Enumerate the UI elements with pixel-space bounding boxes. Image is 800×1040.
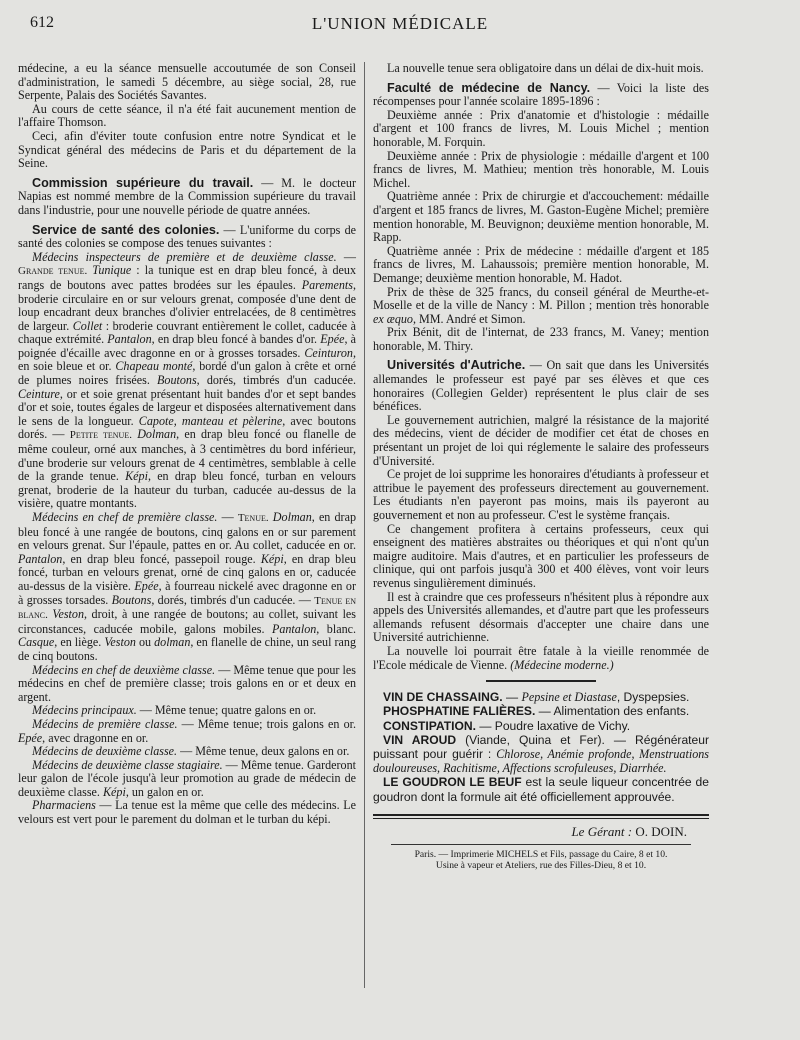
paragraph-deuxieme-classe: Médecins de deuxième classe. — Même tenue, deux galons en or. (32, 744, 350, 759)
paragraph-stagiaire: Médecins de deuxième classe stagiaire. — Même tenue. Garderont leur galon de l'école jusqu'à leur promotion au grade de médecin de deuxième classe. Képi, un galon en or. (18, 757, 356, 799)
paragraph-premiere-classe: Médecins de première classe. — Même tenue; trois galons en or. Epée, avec dragonne en or. (18, 716, 356, 745)
paragraph: Le gouvernement autrichien, malgré la résistance de la majorité des médecins, vient de décider de modifier cet état de choses en présentant un projet de loi qui réglemente le salaire des professeurs d'Université. (373, 412, 709, 468)
section-title: Commission supérieure du travail. (32, 175, 254, 190)
ad-vin-aroud: VIN AROUD (Viande, Quina et Fer). — Régénérateur puissant pour guérir : Chlorose, Anémie profonde, Menstruations douloureuses, Rachitisme, Affections scrofuleuses, Diarrhée. (373, 732, 710, 776)
section-title: Faculté de médecine de Nancy. (387, 80, 591, 95)
paragraph: Quatrième année : Prix de chirurgie et d'accouchement: médaille d'argent et 185 francs de livres, M. Gaston-Eugène Michel; première mention honorable, M. Beuvignon; deuxième mention honorable, M. Rapp. (373, 189, 709, 245)
paragraph-chef-deuxieme: Médecins en chef de deuxième classe. — Même tenue que pour les médecins en chef de première classe; trois galons en or et deux en argent. (18, 662, 356, 704)
right-column (373, 62, 709, 871)
paragraph-inspecteurs: Médecins inspecteurs de première et de deuxième classe. — Grande tenue. Tunique : la tunique est en drap bleu foncé, à deux rangs de boutons avec pattes brodées sur les épaules. Parements, broderie circulaire en or sur velours grenat, composée d'une dent de loup encadrant deux branches d'olivier entrelacées, de 8 centimètres de largeur. Collet : broderie couvrant entièrement le collet, caducée à chaque extrémité. Pantalon, en drap bleu foncé à bandes d'or. Epée, à poignée d'écaille avec dragonne en or à grosses torsades. Ceinturon, en soie bleue et or. Chapeau monté, bordé d'un galon à crête et orné de plumes noires frisées. Boutons, dorés, timbrés d'un caducée. Ceinture, or et soie grenat présentant huit bandes d'or et sept bandes d'or et soie, toutes égales de largeur et disposées alternativement dans le sens de la longueur. Capote, manteau et pèlerine, avec boutons dorés. — Petite tenue. Dolman, en drap bleu foncé ou flanelle de même couleur, orné aux manches, à 3 centimètres du bord inférieur, d'une broderie sur velours grenat de 4 centimètres, semblable à celle de la grande tenue. Képi, en drap bleu foncé, turban en velours grenat, broderie de la hauteur du turban, caducée au-dessus de la visière, quatre montants. (18, 249, 357, 511)
page-number: 612 (30, 14, 54, 31)
paragraph: Ceci, afin d'éviter toute confusion entre notre Syndicat et le Syndicat général des médecins de Paris et du département de la Seine. (18, 128, 356, 171)
paragraph: Deuxième année : Prix de physiologie : médaille d'argent et 100 francs de livres, M. Mathieu; mention très honorable, M. Louis Michel. (373, 148, 709, 190)
advertisements (373, 690, 709, 804)
paragraph: Ce changement profitera à certains professeurs, ceux qui enseignent des matières abstraites ou théoriques et qui n'ont qu'un maigre auditoire. Mais d'autres, et en particulier les professeurs de clinique, qui ont parfois jusqu'à 300 et 400 élèves, vont voir leurs revenus singulièrement diminués. (373, 521, 709, 590)
ad-goudron: LE GOUDRON LE BEUF est la seule liqueur concentrée de goudron dont la formule ait été officiellement approuvée. (373, 775, 709, 804)
ad-constipation: CONSTIPATION. — Poudre laxative de Vichy. (383, 718, 631, 733)
section-rule (486, 680, 596, 682)
footer-rule (373, 814, 709, 819)
paragraph-pharmaciens: Pharmaciens — La tenue est la même que celle des médecins. Le velours est vert pour le parement du dolman et le turban du képi. (18, 798, 356, 827)
printer-imprint: Paris. — Imprimerie MICHELS et Fils, passage du Caire, 8 et 10. Usine à vapeur et Ateliers, rue des Filles-Dieu, 8 et 10. (414, 849, 668, 872)
section-commission: Commission supérieure du travail. — M. le docteur Napias est nommé membre de la Commission supérieure du travail dans l'industrie, pour une nouvelle période de quatre années. (18, 175, 356, 217)
journal-title: L'UNION MÉDICALE (311, 14, 489, 33)
column-divider (364, 62, 365, 988)
section-title: Universités d'Autriche. (387, 358, 526, 373)
paragraph: Deuxième année : Prix d'anatomie et d'histologie : médaille d'argent et 100 francs de livres, M. Louis Michel ; mention honorable, M. Forquin. (373, 107, 709, 149)
paragraph: Au cours de cette séance, il n'a été fait aucunement mention de l'affaire Thomson. (18, 101, 356, 130)
paragraph: Prix de thèse de 325 francs, du conseil général de Meurthe-et-Moselle et de la ville de Nancy : M. Pillon ; mention très honorable ex æquo, MM. André et Simon. (373, 284, 709, 326)
paragraph: médecine, a eu la séance mensuelle accoutumée de son Conseil d'administration, le samedi 5 décembre, au siège social, 28, rue Serpente, Palais des Sociétés Savantes. (18, 61, 356, 103)
paragraph-chef-premiere: Médecins en chef de première classe. — Tenue. Dolman, en drap bleu foncé à une rangée de boutons, cinq galons en or sur parement en velours grenat. Sur l'épaule, pattes en or. Au collet, caducée en or. Pantalon, en drap bleu foncé, passepoil rouge. Képi, en drap bleu foncé, turban en velours grenat, orné de cinq galons en or, caducée au-dessus de la visière. Epée, à fourreau nickelé avec dragonne en or à grosses torsades. Boutons, dorés, timbrés d'un caducée. — Tenue en blanc. Veston, droit, à une rangée de boutons; au collet, suivant les circonstances, caducée mobile, galons mobiles. Pantalon, blanc. Casque, en liège. Veston ou dolman, en flanelle de chine, un seul rang de cinq boutons. (18, 510, 357, 663)
paragraph: Prix Bénit, dit de l'internat, de 233 francs, M. Vaney; mention honorable, M. Thiry. (373, 325, 709, 353)
ad-chassaing: VIN DE CHASSAING. — Pepsine et Diastase, Dyspepsies. (383, 690, 690, 705)
paragraph: La nouvelle tenue sera obligatoire dans un délai de dix-huit mois. (387, 61, 704, 75)
ad-phosphatine: PHOSPHATINE FALIÈRES. — Alimentation des enfants. (383, 704, 690, 719)
left-column (18, 62, 356, 827)
section-title: Service de santé des colonies. (32, 222, 220, 237)
paragraph: Il est à craindre que ces professeurs n'hésitent plus à répondre aux appels des Universités allemandes, et d'autre part que les professeurs allemands refusent désormais d'accepter une chaire dans une Université autrichienne. (373, 589, 709, 645)
imprint-rule (391, 844, 691, 845)
section-autriche: Universités d'Autriche. — On sait que dans les Universités allemandes le professeur est payé par ses élèves et que ces honoraires (Collegien Gelder) représentent le plus clair de ses bénéfices. (373, 358, 709, 414)
paragraph: La nouvelle loi pourrait être fatale à la vieille renommée de l'Ecole médicale de Vienne. (Médecine moderne.) (373, 643, 709, 672)
paragraph: Ce projet de loi supprime les honoraires d'étudiants à professeur et attribue le payement des professeurs directement au gouvernement. Les étudiants n'en payeront pas moins, mais ils payeront au gouvernement et non au professeur. C'est le système français. (373, 467, 709, 522)
gerant-line: Le Gérant : O. DOIN. (571, 823, 687, 839)
paragraph: Quatrième année : Prix de médecine : médaille d'argent et 185 francs de livres, M. Lahaussois; première mention honorable, M. Demange; deuxième mention honorable, M. Hadot. (373, 243, 709, 285)
page-header (30, 14, 770, 44)
section-nancy: Faculté de médecine de Nancy. — Voici la liste des récompenses pour l'année scolaire 1895-1896 : (373, 80, 709, 109)
section-service-sante: Service de santé des colonies. — L'uniforme du corps de santé des colonies se compose des tenues suivantes : (18, 222, 356, 251)
paragraph-principaux: Médecins principaux. — Même tenue; quatre galons en or. (32, 703, 317, 718)
